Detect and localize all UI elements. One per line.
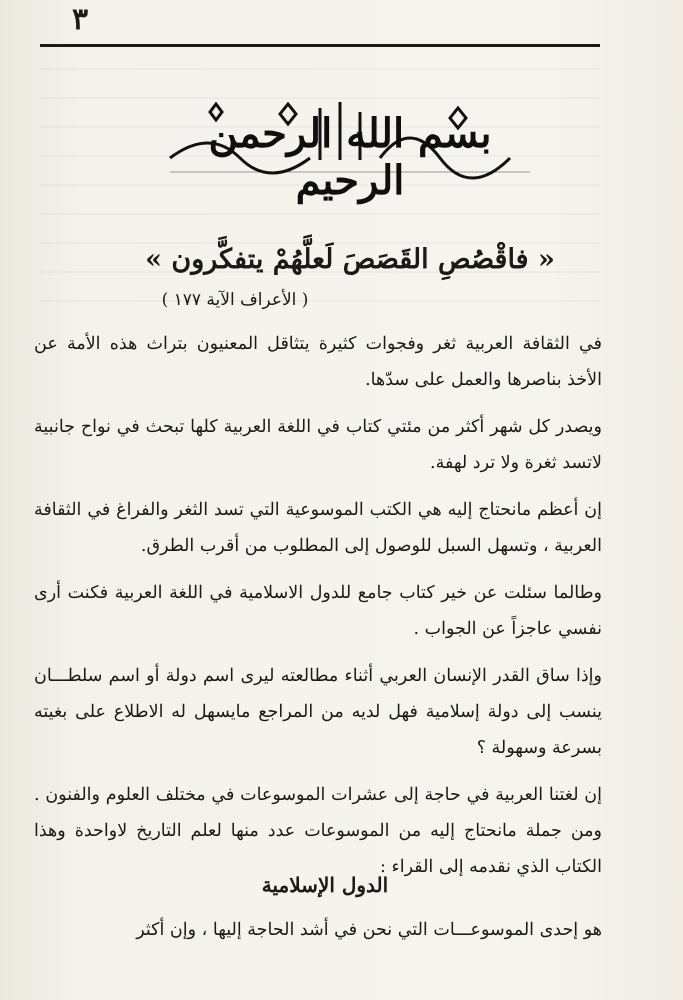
basmala-calligraphy	[150, 88, 550, 204]
paragraph: وطالما سئلت عن خير كتاب جامع للدول الاسلامية في اللغة العربية فكنت أرى نفسي عاجزاً عن الجواب .	[34, 583, 602, 639]
paragraph: في الثقافة العربية ثغر وفجوات كثيرة يتثاقل المعنيون بتراث هذه الأمة عن الأخذ بناصرها والعمل على سدّها.	[34, 334, 602, 390]
last-line: هو إحدى الموسوعـــات التي نحن في أشد الحاجة إليها ، وإن أكثر	[136, 920, 602, 940]
page-number: ٣	[72, 2, 89, 37]
paragraph: إن لغتنا العربية في حاجة إلى عشرات الموسوعات في مختلف العلوم والفنون . ومن جملة مانحتاج إليه من الموسوعات عدد منها لعلم التاريخ لاواحدة وهذا الكتاب الذي نقدمه إلى القراء :	[34, 785, 602, 877]
paragraph: ويصدر كل شهر أكثر من مئتي كتاب في اللغة العربية كلها تبحث في نواح جانبية لاتسد ثغرة ولا ترد لهفة.	[34, 417, 602, 473]
header-rule	[40, 44, 600, 47]
verse-reference: ( الأعراف الآية ١٧٧ )	[161, 290, 309, 310]
section-heading: الدول الإسلامية	[261, 873, 389, 897]
paragraph: وإذا ساق القدر الإنسان العربي أثناء مطالعته ليرى اسم دولة أو اسم سلطـــان ينسب إلى دولة إسلامية فهل لديه من المراجع مايسهل له الاطلاع على بغيته بسرعة وسهولة ؟	[34, 666, 602, 758]
quran-verse: « فاقْصُصِ القَصَصَ لَعلَّهُمْ يتفكَّرون »	[145, 244, 555, 275]
basmala-text: بسم الله الرحمن الرحيم	[208, 110, 492, 204]
paragraph: إن أعظم مانحتاج إليه هي الكتب الموسوعية التي تسد الثغر والفراغ في الثقافة العربية ، وتسهل السبل للوصول إلى المطلوب من أقرب الطرق.	[34, 500, 602, 556]
body-text	[34, 326, 602, 896]
